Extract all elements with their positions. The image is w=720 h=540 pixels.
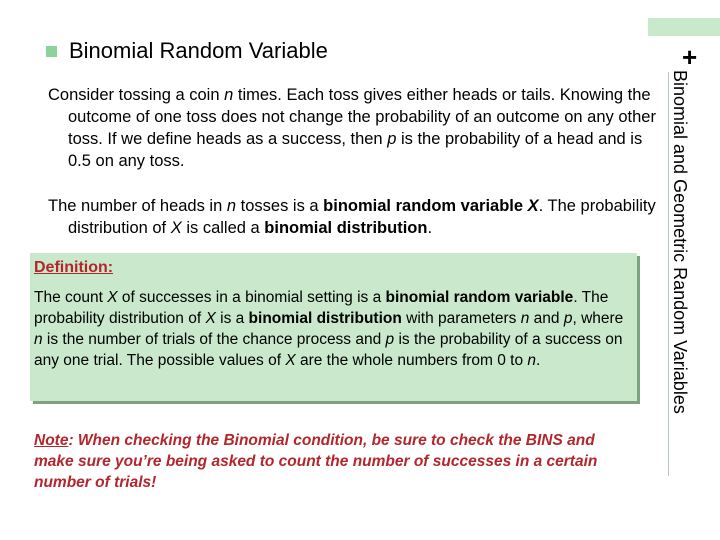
definition-title: Definition:	[34, 259, 114, 276]
paragraph-binomial-variable: The number of heads in n tosses is a binomial random variable X. The probability distribution of X is called a binomial distribution.	[48, 197, 656, 237]
heading-text: Binomial Random Variable	[69, 38, 328, 63]
slide-heading	[46, 38, 328, 64]
plus-icon: +	[682, 42, 698, 72]
note-text: Note: When checking the Binomial condition, be sure to check the BINS and make sure you’re being asked to count the number of successes in a certain number of trials!	[34, 432, 598, 491]
definition-box	[30, 253, 637, 401]
square-bullet-icon	[46, 46, 57, 57]
definition-text: The count X of successes in a binomial setting is a binomial random variable. The probability distribution of X is a binomial distribution with parameters n and p, where n is the number of trials of the chance process and p is the probability of a success on any one trial. The possible values of X are the whole numbers from 0 to n.	[34, 289, 624, 369]
top-accent-bar	[648, 18, 720, 36]
paragraph-coin-toss: Consider tossing a coin n times. Each toss gives either heads or tails. Knowing the outcome of one toss does not change the probability of an outcome on any other toss. If we define heads as a success, then p is the probability of a head and is 0.5 on any toss.	[48, 86, 656, 170]
side-title: Binomial and Geometric Random Variables	[670, 70, 690, 414]
